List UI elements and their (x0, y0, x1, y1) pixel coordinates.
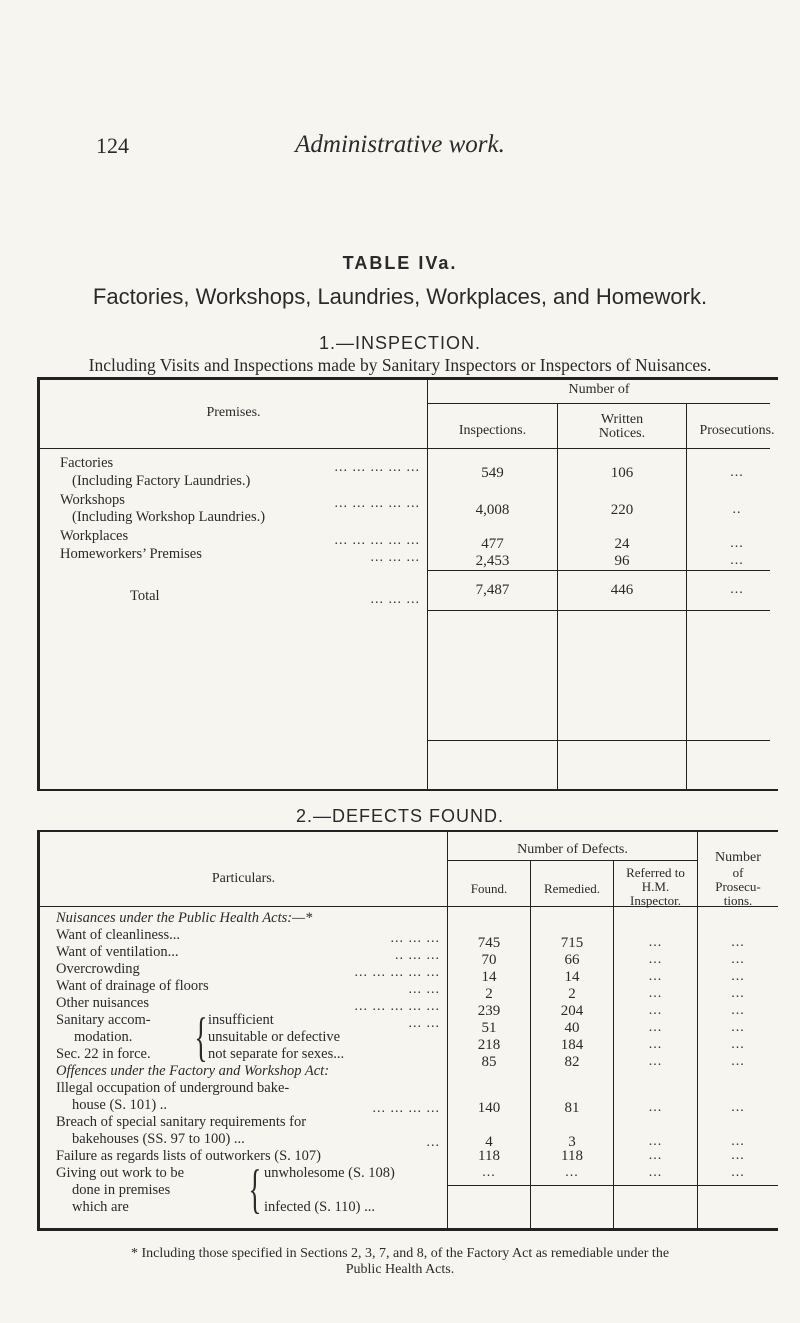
found-value: 140 (477, 1100, 501, 1116)
referred-value: ... (648, 1100, 663, 1115)
prosecutions-value: ... (731, 1020, 745, 1035)
leader-dots: ... ... ... ... ... (334, 533, 420, 548)
found-header: Found. (470, 881, 508, 896)
remedied-value: 3 (568, 1134, 576, 1150)
premises-header: Premises. (206, 405, 261, 420)
found-value: 51 (481, 1020, 497, 1036)
inspections-value: 2,453 (475, 553, 510, 569)
number-of-header: Number of (568, 382, 630, 397)
found-value: 70 (481, 952, 497, 968)
header-line: Notices. (598, 426, 646, 441)
number-of-defects-header: Number of Defects. (517, 842, 628, 857)
table-rule (427, 610, 770, 611)
row-label: Other nuisances (56, 995, 150, 1011)
row-label: Factories (60, 455, 114, 471)
inspections-value: 4,008 (475, 502, 510, 518)
table-rule (37, 830, 40, 1229)
inspections-value: 549 (481, 465, 504, 481)
row-label: infected (S. 110) ... (264, 1199, 376, 1215)
table-rule (37, 1228, 778, 1231)
referred-header (614, 866, 697, 908)
remedied-value: ... (565, 1165, 579, 1180)
header-line: of (732, 865, 744, 880)
row-label: bakehouses (SS. 97 to 100) ... (72, 1131, 245, 1147)
main-title: Factories, Workshops, Laundries, Workplaces, and Homework. (92, 284, 708, 309)
found-value: 745 (477, 935, 501, 951)
offences-heading: Offences under the Factory and Workshop Act: (56, 1063, 330, 1079)
notices-value: 220 (610, 502, 634, 518)
row-label: Workshops (60, 492, 125, 508)
header-line: H.M. (641, 879, 670, 894)
footnote (0, 1246, 800, 1278)
referred-value: ... (648, 1165, 663, 1180)
row-sublabel: (Including Workshop Laundries.) (72, 509, 266, 525)
found-value: 4 (485, 1134, 493, 1150)
found-value: 2 (485, 986, 493, 1002)
notices-value: 24 (614, 536, 630, 552)
leader-dots: .. ... ... (395, 948, 440, 963)
found-value: 118 (478, 1148, 500, 1164)
row-label: Giving out work to be (56, 1165, 185, 1181)
leader-dots: ... ... (408, 982, 440, 997)
table-rule (427, 570, 770, 571)
referred-value: ... (648, 952, 663, 967)
header-line: tions. (723, 893, 753, 908)
row-label: Want of cleanliness... (56, 927, 181, 943)
prosecutions-value: ... (730, 553, 744, 568)
brace-symbol: { (248, 1159, 262, 1219)
referred-value: ... (648, 1054, 663, 1069)
remedied-value: 66 (564, 952, 580, 968)
table-rule (427, 740, 770, 741)
row-label: Workplaces (60, 528, 129, 544)
prosecutions-value: ... (731, 1100, 745, 1115)
remedied-value: 184 (560, 1037, 584, 1053)
prosecutions-header: Prosecutions. (699, 423, 775, 438)
running-head: Administrative work. (295, 131, 505, 158)
prosecutions-value: ... (731, 1148, 745, 1163)
leader-dots: ... ... (408, 1016, 440, 1031)
sanitary-label: modation. (74, 1029, 133, 1045)
total-notices: 446 (610, 582, 634, 598)
remedied-value: 118 (561, 1148, 583, 1164)
row-sublabel: (Including Factory Laundries.) (72, 473, 251, 489)
found-value: 85 (481, 1054, 497, 1070)
found-value: ... (482, 1165, 496, 1180)
leader-dots: ... ... ... ... ... (334, 496, 420, 511)
row-label: Want of ventilation... (56, 944, 179, 960)
leader-dots: ... ... ... ... (372, 1101, 440, 1116)
particulars-header: Particulars. (211, 871, 276, 886)
prosecutions-value: ... (731, 1054, 745, 1069)
total-prosecutions: ... (730, 582, 744, 597)
table-rule (37, 377, 40, 790)
row-label: done in premises (72, 1182, 171, 1198)
prosecutions-value: ... (731, 969, 745, 984)
row-label: Homeworkers’ Premises (60, 546, 202, 562)
section1-subtitle: Including Visits and Inspections made by Sanitary Inspectors or Inspectors of Nuisances. (88, 355, 712, 375)
prosecutions-value: ... (731, 1037, 745, 1052)
leader-dots: ... (426, 1135, 440, 1150)
page-number: 124 (96, 133, 129, 158)
row-label: which are (72, 1199, 129, 1215)
remedied-value: 81 (564, 1100, 580, 1116)
referred-value: ... (648, 1003, 663, 1018)
inspections-value: 477 (481, 536, 504, 552)
leader-dots: ... ... ... ... ... (354, 965, 440, 980)
notices-value: 106 (610, 465, 634, 481)
table-rule (37, 377, 778, 380)
notices-value: 96 (614, 553, 630, 569)
referred-value: ... (648, 986, 663, 1001)
row-label: unwholesome (S. 108) (264, 1165, 395, 1181)
remedied-value: 14 (564, 969, 580, 985)
header-line: Number (715, 850, 761, 865)
section2-title: 2.—DEFECTS FOUND. (295, 806, 504, 826)
found-value: 218 (477, 1037, 501, 1053)
prosecutions-value: ... (731, 986, 745, 1001)
table-rule (37, 789, 778, 791)
prosecutions-value: ... (731, 935, 745, 950)
referred-value: ... (648, 935, 663, 950)
table-rule (40, 448, 770, 449)
row-label: Breach of special sanitary requirements for (56, 1114, 307, 1130)
inspections-header: Inspections. (458, 423, 527, 438)
referred-value: ... (648, 1134, 663, 1149)
row-label: Overcrowding (56, 961, 140, 977)
row-label: unsuitable or defective (208, 1029, 341, 1045)
referred-value: ... (648, 1037, 663, 1052)
referred-value: ... (648, 1020, 663, 1035)
nuisances-heading: Nuisances under the Public Health Acts:—* (56, 910, 313, 926)
row-label: Failure as regards lists of outworkers (S. 107) (56, 1148, 321, 1164)
prosecutions-value: ... (731, 1134, 745, 1149)
table-rule (37, 830, 778, 832)
row-label: Want of drainage of floors (56, 978, 209, 994)
total-label: Total (130, 588, 160, 604)
leader-dots: ... ... ... (370, 592, 420, 607)
row-label: not separate for sexes... (208, 1046, 345, 1062)
prosecutions-count-header (698, 850, 778, 908)
prosecutions-value: ... (730, 465, 744, 480)
header-line: Written (600, 412, 644, 427)
header-line: Referred to (626, 865, 685, 880)
remedied-value: 40 (564, 1020, 580, 1036)
header-line: Inspector. (630, 893, 681, 908)
found-value: 14 (481, 969, 497, 985)
referred-value: ... (648, 969, 663, 984)
remedied-value: 204 (560, 1003, 584, 1019)
table-rule (427, 403, 770, 404)
brace-symbol: { (194, 1007, 208, 1067)
prosecutions-value: .. (732, 502, 742, 517)
written-notices-header (558, 413, 686, 441)
prosecutions-value: ... (730, 536, 744, 551)
sanitary-label: Sanitary accom- (56, 1012, 151, 1028)
total-inspections: 7,487 (475, 582, 510, 598)
footnote-line: Public Health Acts. (345, 1262, 455, 1277)
remedied-value: 82 (564, 1054, 580, 1070)
remedied-value: 715 (560, 935, 584, 951)
leader-dots: ... ... ... (370, 550, 420, 565)
section1-title: 1.—INSPECTION. (318, 333, 482, 353)
found-value: 239 (477, 1003, 501, 1019)
remedied-value: 2 (568, 986, 576, 1002)
header-line: Prosecu- (715, 879, 761, 894)
row-label: house (S. 101) .. (72, 1097, 168, 1113)
prosecutions-value: ... (731, 952, 745, 967)
leader-dots: ... ... ... (390, 931, 440, 946)
prosecutions-value: ... (731, 1003, 745, 1018)
leader-dots: ... ... ... ... ... (334, 460, 420, 475)
sanitary-label: Sec. 22 in force. (56, 1046, 151, 1062)
remedied-header: Remedied. (544, 881, 600, 896)
row-label: Illegal occupation of underground bake- (56, 1080, 290, 1096)
table-rule (447, 1185, 778, 1186)
row-label: insufficient (208, 1012, 274, 1028)
leader-dots: ... ... ... ... ... (354, 999, 440, 1014)
prosecutions-value: ... (731, 1165, 745, 1180)
referred-value: ... (648, 1148, 663, 1163)
table-rule (447, 860, 697, 861)
table-label: TABLE IVa. (342, 253, 458, 273)
footnote-line: * Including those specified in Sections 2, 3, 7, and 8, of the Factory Act as remediable under the (130, 1246, 670, 1261)
